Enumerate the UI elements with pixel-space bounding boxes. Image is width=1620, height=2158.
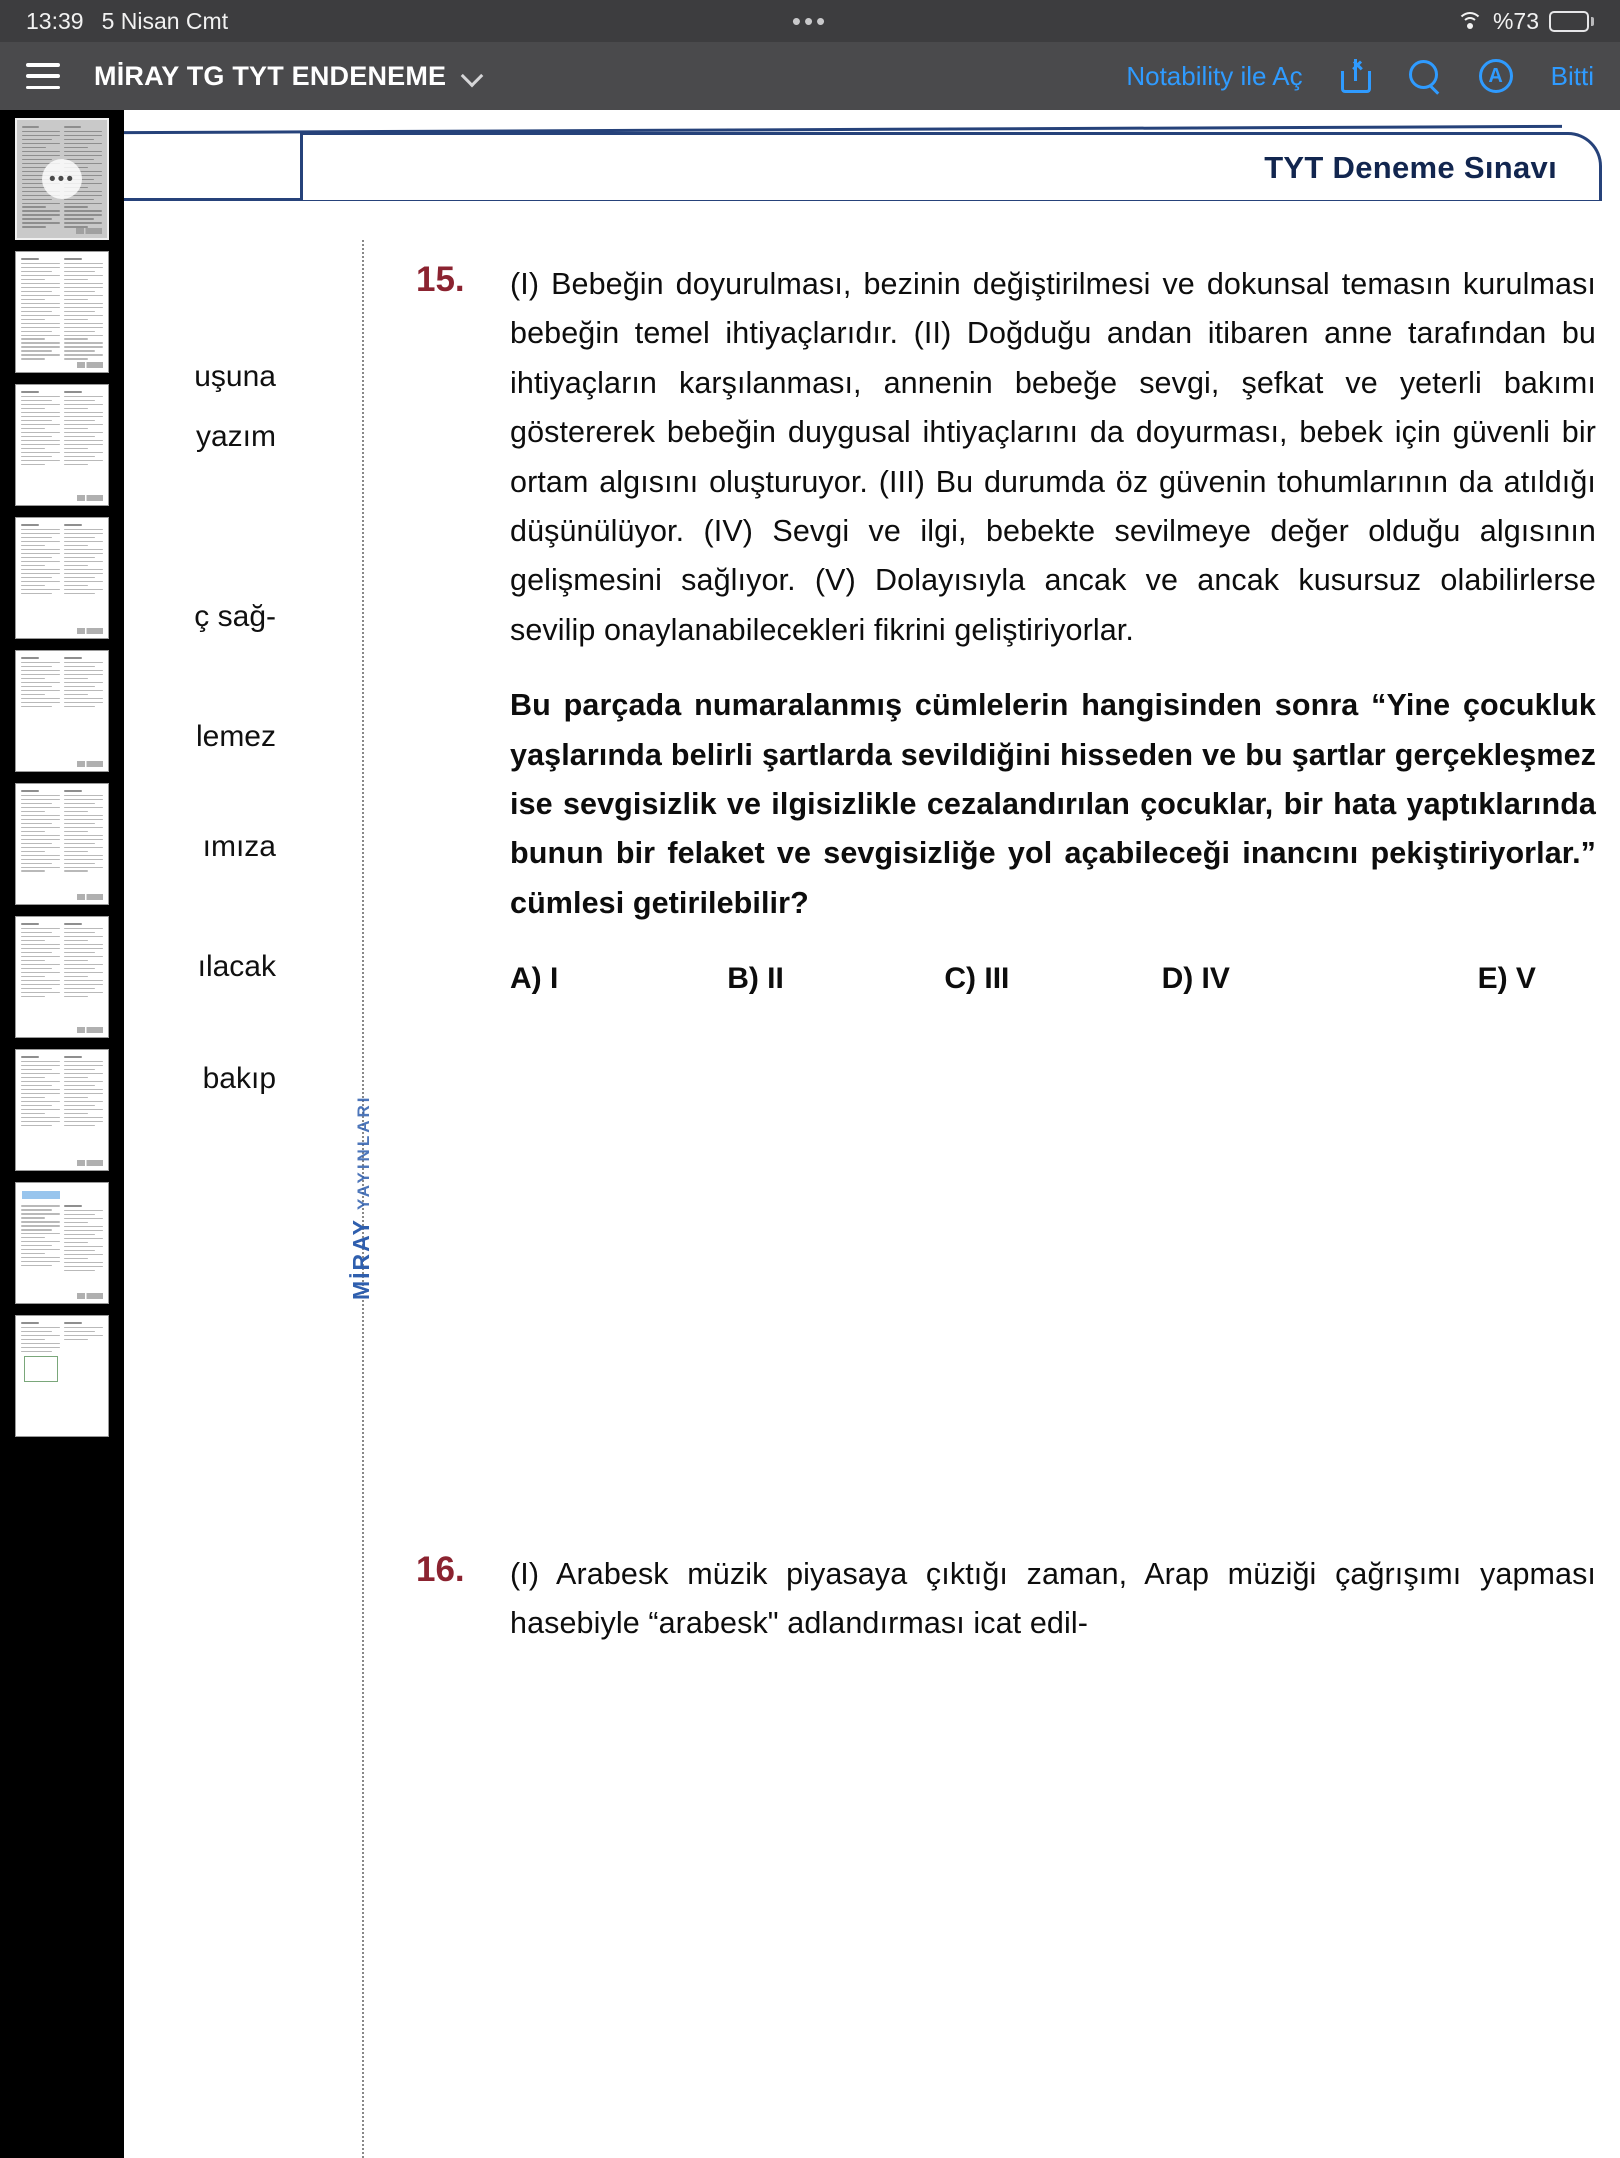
battery-percent-label: %73	[1492, 7, 1539, 34]
clipped-line: yazım	[195, 420, 276, 453]
hamburger-icon[interactable]	[26, 63, 60, 89]
status-bar-right	[1457, 8, 1594, 35]
pdf-page-view[interactable]	[124, 110, 1620, 2158]
chevron-down-icon[interactable]	[462, 66, 482, 86]
page-thumbnail[interactable]	[15, 783, 109, 905]
answer-option-d[interactable]: D) IV	[1161, 962, 1230, 996]
thumbnail-more-icon[interactable]: •••	[42, 159, 82, 199]
document-toolbar	[0, 42, 1620, 110]
page-thumbnail[interactable]	[15, 916, 109, 1038]
status-time: 13:39	[26, 7, 84, 34]
done-button[interactable]: Bitti	[1550, 60, 1594, 91]
answer-option-a[interactable]: A) I	[510, 962, 559, 996]
main-area	[0, 110, 1620, 2158]
markup-icon[interactable]: A	[1479, 59, 1513, 93]
question-number: 16.	[416, 1550, 465, 1589]
status-center-dots: •••	[791, 6, 829, 36]
wifi-icon	[1457, 11, 1483, 31]
battery-icon	[1549, 11, 1594, 32]
answer-option-e[interactable]: E) V	[1477, 962, 1536, 996]
search-icon[interactable]	[1409, 60, 1441, 92]
question-prompt: Bu parçada numaralanmış cümlelerin hangisinden sonra “Yine çocukluk yaşlarında belirli şartlarda sevildiğini hisseden ve bu şartlar gerçekleşmez ise sevgisizlik ve ilgisizlikle cezalandırılan çocuklar, bir hata yaptıklarında bunun bir felaket ve sevgisizliğe yol açabileceği inancını pekiştiriyorlar.” cümlesi getirilebilir?	[510, 688, 1596, 920]
clipped-line: ç sağ-	[194, 600, 276, 633]
publisher-brand-main: MİRAY	[348, 1218, 374, 1300]
clipped-line: lemez	[195, 720, 276, 753]
page-thumbnail[interactable]	[15, 251, 109, 373]
page-thumbnail[interactable]	[15, 1315, 109, 1437]
answer-options	[510, 962, 1596, 996]
page-header-band	[124, 122, 1602, 208]
document-title: MİRAY TG TYT ENDENEME	[94, 60, 447, 91]
page-thumbnail[interactable]	[15, 118, 109, 240]
clipped-line: ımıza	[202, 830, 276, 863]
publisher-brand-sub: YAYINLARI	[354, 1094, 373, 1211]
toolbar-actions	[1126, 59, 1594, 93]
question-number: 15.	[416, 260, 465, 299]
status-bar-left	[26, 8, 228, 35]
page-thumbnail[interactable]	[15, 384, 109, 506]
question-block	[416, 260, 1596, 996]
page-thumbnail[interactable]	[15, 517, 109, 639]
page-thumbnail[interactable]	[15, 1049, 109, 1171]
question-passage: (I) Bebeğin doyurulması, bezinin değiştirilmesi ve dokunsal temasın kurulması bebeğin temel ihtiyaçlarıdır. (II) Doğduğu andan itibaren anne tarafından bu ihtiyaçların karşılanması, annenin bebeğe sevgi, şefkat ve yeterli bakımı göstererek bebeğin duygusal ihtiyaçlarını da doyurması, bebek için güvenli bir ortam algısını oluşturuyor. (III) Bu durumda öz güvenin tohumlarının da atıldığı düşünülüyor. (IV) Sevgi ve ilgi, bebekte sevilmeye değer olduğu algısının gelişmesini sağlıyor. (V) Dolayısıyla ancak ve ancak kusursuz olabilirlerse sevilip onaylanabilecekleri fikrini geliştiriyorlar.	[510, 267, 1596, 647]
open-with-notability-button[interactable]: Notability ile Aç	[1126, 60, 1303, 91]
clipped-line: bakıp	[202, 1062, 276, 1095]
answer-option-b[interactable]: B) II	[727, 962, 784, 996]
question-block	[416, 1550, 1596, 1649]
answer-option-c[interactable]: C) III	[944, 962, 1010, 996]
share-icon[interactable]	[1341, 59, 1371, 93]
page-thumbnail-sidebar[interactable]	[0, 110, 124, 2158]
status-bar	[0, 0, 1620, 42]
publisher-brand	[348, 1095, 375, 1300]
clipped-line: ılacak	[197, 950, 276, 983]
page-header-tab	[300, 132, 1602, 200]
question-passage: (I) Arabesk müzik piyasaya çıktığı zaman, Arap müziği çağrışımı yapması hasebiyle “arabesk" adlandırması icat edil-	[510, 1557, 1596, 1641]
page-header-title: TYT Deneme Sınavı	[1264, 149, 1557, 185]
page-thumbnail[interactable]	[15, 650, 109, 772]
clipped-line: uşuna	[194, 360, 276, 393]
page-thumbnail[interactable]	[15, 1182, 109, 1304]
status-date: 5 Nisan Cmt	[101, 7, 229, 34]
